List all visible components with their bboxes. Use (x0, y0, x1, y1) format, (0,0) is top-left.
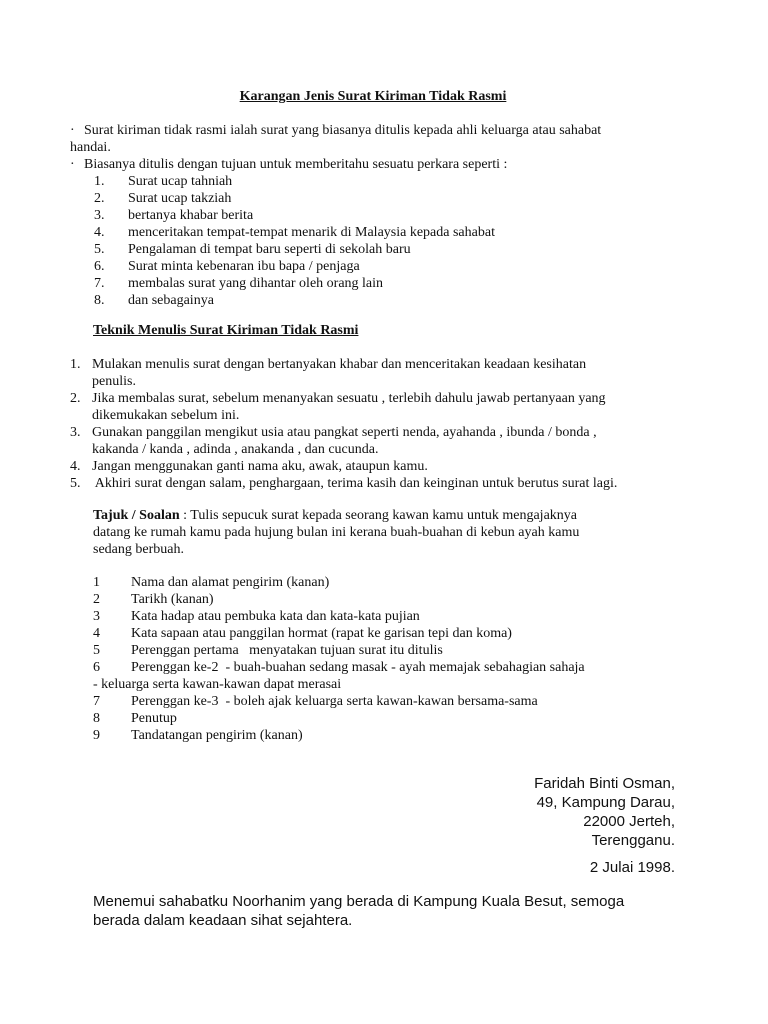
list-item (94, 258, 690, 275)
list-item (94, 241, 690, 258)
list-item (94, 292, 690, 309)
list-number: 4 (93, 626, 100, 641)
question-text: : Tulis sepucuk surat kepada seorang kawan kamu untuk mengajaknya (183, 508, 577, 523)
list-number: 2 (93, 592, 100, 607)
list-number: 6. (94, 259, 105, 274)
list-text: Pengalaman di tempat baru seperti di sekolah baru (128, 242, 411, 257)
list-text: membalas surat yang dihantar oleh orang lain (128, 276, 384, 291)
list-text: Perenggan ke-2 - buah-buahan sedang masak - ayah memajak sebahagian sahaja (131, 660, 585, 675)
address-line: 49, Kampung Darau, (536, 794, 675, 811)
list-item (70, 458, 690, 475)
list-item (93, 591, 673, 608)
list-item (70, 475, 690, 492)
list-item (93, 574, 673, 591)
bullet-continuation: handai. (70, 140, 111, 155)
list-number: 3. (70, 425, 81, 440)
list-number: 9 (93, 728, 100, 743)
intro-bullets (70, 122, 690, 309)
list-number: 5. (94, 242, 105, 257)
list-number: 8. (94, 293, 105, 308)
list-text: Jangan menggunakan ganti nama aku, awak, ataupun kamu. (92, 459, 428, 474)
list-text: Perenggan pertama menyatakan tujuan surat itu ditulis (131, 643, 443, 658)
list-item (94, 275, 690, 292)
technique-list (70, 356, 690, 492)
list-text: Kata sapaan atau panggilan hormat (rapat ke garisan tepi dan koma) (131, 626, 512, 641)
bullet-text: Biasanya ditulis dengan tujuan untuk memberitahu sesuatu perkara seperti : (84, 157, 508, 172)
list-number: 7 (93, 694, 100, 709)
list-text: Nama dan alamat pengirim (kanan) (131, 575, 330, 590)
letter-opening (93, 892, 673, 930)
list-text: dan sebagainya (128, 293, 214, 308)
bullet-text: Surat kiriman tidak rasmi ialah surat yang biasanya ditulis kepada ahli keluarga atau sahabat (84, 123, 602, 138)
list-text: kakanda / kanda , adinda , anakanda , dan cucunda. (92, 442, 379, 457)
opening-line: Menemui sahabatku Noorhanim yang berada di Kampung Kuala Besut, semoga (93, 893, 625, 910)
list-number: 3 (93, 609, 100, 624)
list-item (93, 727, 673, 744)
list-item (93, 710, 673, 727)
format-list (93, 574, 673, 744)
list-item (70, 356, 690, 390)
list-number: 3. (94, 208, 105, 223)
sender-address (534, 774, 675, 850)
list-item (70, 390, 690, 424)
question-block (93, 507, 653, 558)
section-title: Teknik Menulis Surat Kiriman Tidak Rasmi (93, 323, 359, 338)
question-text: datang ke rumah kamu pada hujung bulan ini kerana buah-buahan di kebun ayah kamu (93, 525, 580, 540)
list-text: Tandatangan pengirim (kanan) (131, 728, 303, 743)
list-text: Perenggan ke-3 - boleh ajak keluarga serta kawan-kawan bersama-sama (131, 694, 538, 709)
question-text: sedang berbuah. (93, 542, 184, 557)
list-text: Mulakan menulis surat dengan bertanyakan khabar dan menceritakan keadaan kesihatan (92, 357, 587, 372)
list-text: Jika membalas surat, sebelum menanyakan sesuatu , terlebih dahulu jawab pertanyaan yang (92, 391, 606, 406)
list-number: 2. (70, 391, 81, 406)
list-text: Tarikh (kanan) (131, 592, 214, 607)
list-number: 4. (70, 459, 81, 474)
list-text: Gunakan panggilan mengikut usia atau pangkat seperti nenda, ayahanda , ibunda / bonda , (92, 425, 597, 440)
list-text: Surat ucap tahniah (128, 174, 233, 189)
address-line: Faridah Binti Osman, (534, 775, 675, 792)
list-item (93, 642, 673, 659)
list-item (94, 190, 690, 207)
list-number: 1. (94, 174, 105, 189)
list-text: penulis. (92, 374, 136, 389)
list-text: Akhiri surat dengan salam, penghargaan, terima kasih dan keinginan untuk berutus surat lagi. (92, 476, 618, 491)
list-number: 1 (93, 575, 100, 590)
list-item (94, 224, 690, 241)
list-number: 4. (94, 225, 105, 240)
list-text: bertanya khabar berita (128, 208, 254, 223)
bullet-mark: · (70, 123, 75, 138)
question-label: Tajuk / Soalan (93, 508, 180, 523)
list-item (93, 608, 673, 625)
purpose-list (94, 173, 690, 309)
list-item (94, 207, 690, 224)
list-number: 8 (93, 711, 100, 726)
bullet-item (70, 156, 690, 173)
list-text: menceritakan tempat-tempat menarik di Malaysia kepada sahabat (128, 225, 495, 240)
list-number: 2. (94, 191, 105, 206)
list-item (94, 173, 690, 190)
list-text: Kata hadap atau pembuka kata dan kata-kata pujian (131, 609, 420, 624)
list-item (93, 659, 673, 676)
bullet-item (70, 122, 690, 139)
document-title: Karangan Jenis Surat Kiriman Tidak Rasmi (239, 89, 507, 104)
list-text: Surat minta kebenaran ibu bapa / penjaga (128, 259, 360, 274)
opening-line: berada dalam keadaan sihat sejahtera. (93, 912, 353, 929)
list-continuation: - keluarga serta kawan-kawan dapat merasai (93, 677, 342, 692)
list-item (93, 693, 673, 710)
bullet-mark: · (70, 157, 75, 172)
list-item (93, 625, 673, 642)
letter-date: 2 Julai 1998. (589, 859, 675, 876)
list-number: 1. (70, 357, 81, 372)
list-number: 5 (93, 643, 100, 658)
list-item (70, 424, 690, 458)
list-text: Surat ucap takziah (128, 191, 232, 206)
address-line: 22000 Jerteh, (583, 813, 675, 830)
address-line: Terengganu. (591, 832, 675, 849)
list-number: 7. (94, 276, 105, 291)
list-number: 5. (70, 476, 81, 491)
list-number: 6 (93, 660, 100, 675)
list-text: dikemukakan sebelum ini. (92, 408, 240, 423)
list-text: Penutup (131, 711, 177, 726)
